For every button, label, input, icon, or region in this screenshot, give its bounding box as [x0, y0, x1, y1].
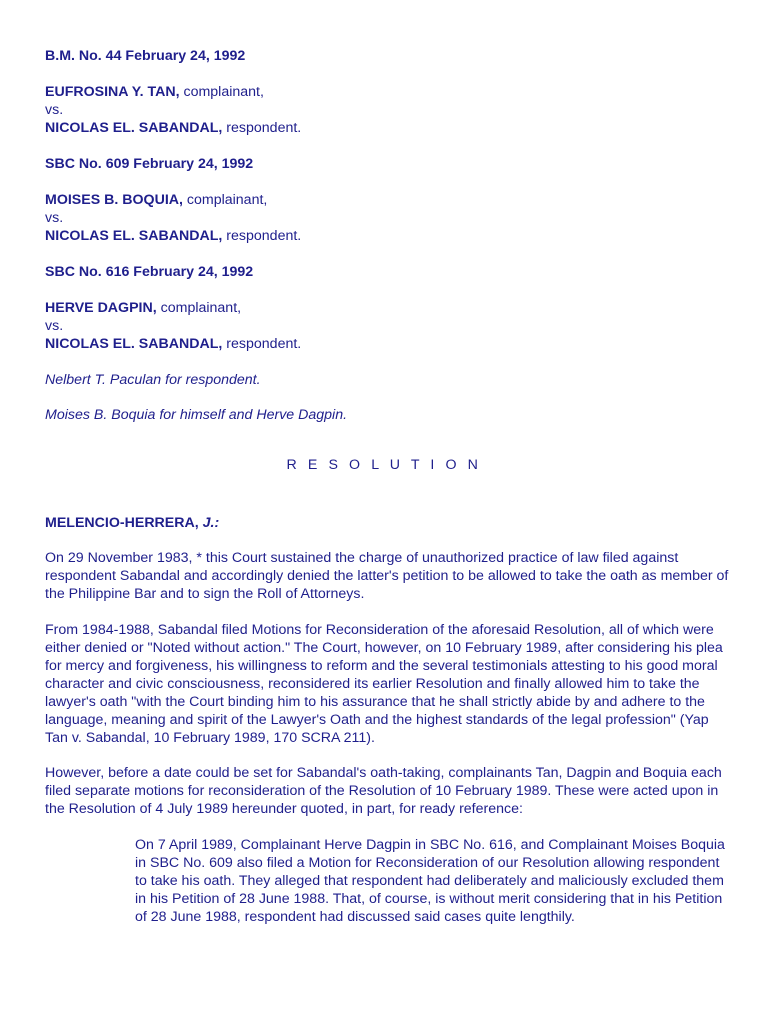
case1-complainant-role: complainant, [183, 84, 264, 100]
case1-respondent-role: respondent. [226, 120, 302, 136]
paragraph-3: However, before a date could be set for Sabandal's oath-taking, complainants Tan, Dagpin and Boquia each filed separate motions for reconsideration of the Resolution of 10 February 1989. These were acted upon in the Resolution of 4 July 1989 hereunder quoted, in part, for ready reference: [45, 765, 722, 817]
case2-respondent-role: respondent. [226, 228, 302, 244]
case-number-2: SBC No. 609 February 24, 1992 [45, 156, 254, 172]
case2-vs: vs. [45, 210, 64, 226]
block-quote: On 7 April 1989, Complainant Herve Dagpin in SBC No. 616, and Complainant Moises Boquia in SBC No. 609 also filed a Motion for Reconsideration of our Resolution allowing respondent to take his oath. They alleged that respondent had deliberately and maliciously excluded them in his Petition of 28 June 1988. That, of course, is without merit considering that in his Petition of 28 June 1988, respondent had discussed said cases quite lengthily. [135, 837, 725, 925]
case1-complainant-name: EUFROSINA Y. TAN, [45, 84, 180, 100]
case3-complainant-line [45, 299, 735, 317]
case3-respondent-name: NICOLAS EL. SABANDAL, [45, 336, 223, 352]
case-number-3: SBC No. 616 February 24, 1992 [45, 264, 254, 280]
counsel-complainants: Moises B. Boquia for himself and Herve Dagpin. [45, 407, 348, 423]
paragraph-2: From 1984-1988, Sabandal filed Motions for Reconsideration of the aforesaid Resolution, all of which were either denied or "Noted without action." The Court, however, on 10 February 1989, after considering his plea for mercy and forgiveness, his willingness to reform and the several testimonials attesting to his good moral character and civic consciousness, reconsidered its earlier Resolution and finally allowed him to take the lawyer's oath "with the Court binding him to his assurance that he shall strictly abide by and adhere to the language, meaning and spirit of the Lawyer's Oath and the highest standards of the legal profession" (Yap Tan v. Sabandal, 10 February 1989, 170 SCRA 211). [45, 622, 723, 746]
case2-respondent-line [45, 227, 735, 245]
case1-respondent-line [45, 119, 735, 137]
ponente-name: MELENCIO-HERRERA, [45, 515, 199, 531]
case3-complainant-role: complainant, [160, 300, 242, 316]
case3-respondent-line [45, 335, 735, 353]
paragraph-1: On 29 November 1983, * this Court sustained the charge of unauthorized practice of law filed against respondent Sabandal and accordingly denied the latter's petition to be allowed to take the oath as member of the Philippine Bar and to sign the Roll of Attorneys. [45, 550, 729, 602]
case1-respondent-name: NICOLAS EL. SABANDAL, [45, 120, 223, 136]
case1-complainant-line [45, 83, 735, 101]
counsel-respondent: Nelbert T. Paculan for respondent. [45, 372, 261, 388]
resolution-heading: R E S O L U T I O N [286, 457, 482, 474]
case2-complainant-role: complainant, [186, 192, 268, 208]
case2-complainant-line [45, 191, 735, 209]
case1-vs: vs. [45, 102, 64, 118]
case3-respondent-role: respondent. [226, 336, 302, 352]
ponente-suffix: J.: [202, 515, 220, 531]
case3-vs: vs. [45, 318, 64, 334]
case3-complainant-name: HERVE DAGPIN, [45, 300, 157, 316]
case2-complainant-name: MOISES B. BOQUIA, [45, 192, 183, 208]
case-number-1: B.M. No. 44 February 24, 1992 [45, 48, 246, 64]
ponente-line [45, 514, 735, 532]
case2-respondent-name: NICOLAS EL. SABANDAL, [45, 228, 223, 244]
